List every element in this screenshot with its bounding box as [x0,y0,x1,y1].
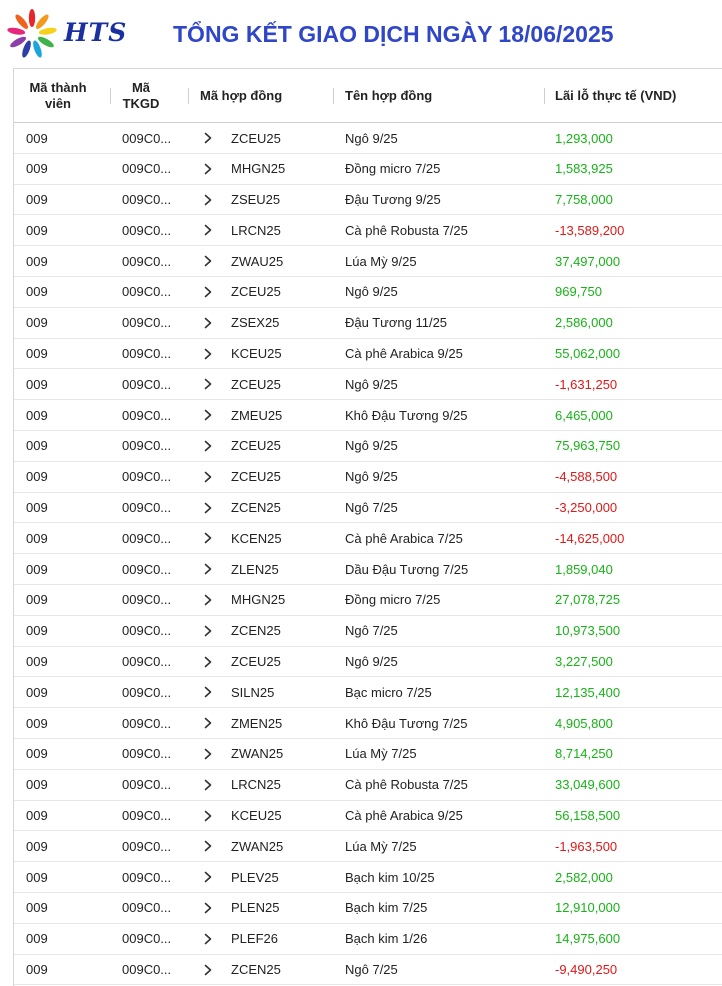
column-header-account[interactable]: Mã TKGD [122,79,160,111]
contract-code: ZWAN25 [231,746,284,762]
account-code: 009C0... [122,715,172,731]
account-code: 009C0... [122,962,172,978]
member-code: 009 [26,654,48,670]
account-code: 009C0... [122,130,172,146]
contract-name: Đồng micro 7/25 [345,161,441,177]
pnl-value: -14,625,000 [555,530,625,546]
contract-name: Bạch kim 7/25 [345,900,428,916]
chevron-right-icon[interactable] [202,409,214,421]
table-row[interactable] [14,493,722,524]
table-row[interactable] [14,647,722,678]
chevron-right-icon[interactable] [202,810,214,822]
table-row[interactable] [14,277,722,308]
member-code: 009 [26,500,48,516]
contract-code: KCEU25 [231,808,282,824]
member-code: 009 [26,469,48,485]
table-body [14,123,722,985]
page-header [0,0,722,68]
chevron-right-icon[interactable] [202,224,214,236]
contract-code: ZCEU25 [231,654,281,670]
pnl-value: -13,589,200 [555,222,625,238]
table-row[interactable] [14,801,722,832]
contract-name: Đậu Tương 9/25 [345,192,441,208]
contract-name: Ngô 9/25 [345,376,398,392]
table-row[interactable] [14,770,722,801]
contract-name: Ngô 9/25 [345,469,398,485]
table-row[interactable] [14,554,722,585]
chevron-right-icon[interactable] [202,194,214,206]
page-title: TỔNG KẾT GIAO DỊCH NGÀY 18/06/2025 [173,21,614,47]
column-separator [188,88,189,104]
contract-name: Bạc micro 7/25 [345,684,432,700]
member-code: 009 [26,284,48,300]
table-row[interactable] [14,154,722,185]
contract-code: PLEV25 [231,869,279,885]
account-code: 009C0... [122,346,172,362]
account-code: 009C0... [122,192,172,208]
pnl-value: 33,049,600 [555,777,621,793]
pnl-value: 10,973,500 [555,623,621,639]
contract-code: ZLEN25 [231,561,279,577]
contract-name: Ngô 7/25 [345,962,398,978]
chevron-right-icon[interactable] [202,779,214,791]
member-code: 009 [26,684,48,700]
hts-logo-icon [6,6,62,62]
chevron-right-icon[interactable] [202,317,214,329]
chevron-right-icon[interactable] [202,286,214,298]
pnl-value: 1,583,925 [555,161,613,177]
pnl-value: -3,250,000 [555,500,618,516]
member-code: 009 [26,407,48,423]
chevron-right-icon[interactable] [202,594,214,606]
pnl-value: 55,062,000 [555,346,621,362]
member-code: 009 [26,222,48,238]
contract-code: ZMEN25 [231,715,283,731]
contract-name: Ngô 7/25 [345,623,398,639]
chevron-right-icon[interactable] [202,964,214,976]
table-row[interactable] [14,462,722,493]
pnl-value: 75,963,750 [555,438,621,454]
contract-name: Cà phê Robusta 7/25 [345,777,468,793]
table-row[interactable] [14,339,722,370]
table-row[interactable] [14,893,722,924]
contract-name: Đồng micro 7/25 [345,592,441,608]
pnl-value: 2,582,000 [555,869,613,885]
contract-code: ZCEU25 [231,376,281,392]
table-row[interactable] [14,308,722,339]
pnl-value: 1,293,000 [555,130,613,146]
contract-code: MHGN25 [231,161,286,177]
pnl-value: 7,758,000 [555,192,613,208]
contract-code: ZCEU25 [231,284,281,300]
member-code: 009 [26,561,48,577]
contract-code: ZWAU25 [231,253,284,269]
contract-code: LRCN25 [231,777,281,793]
table-row[interactable] [14,431,722,462]
member-code: 009 [26,838,48,854]
contract-name: Cà phê Arabica 9/25 [345,346,463,362]
table-row[interactable] [14,831,722,862]
table-row[interactable] [14,616,722,647]
member-code: 009 [26,192,48,208]
column-separator [110,88,111,104]
account-code: 009C0... [122,869,172,885]
chevron-right-icon[interactable] [202,871,214,883]
chevron-right-icon[interactable] [202,255,214,267]
contract-code: PLEN25 [231,900,280,916]
table-row[interactable] [14,123,722,154]
contract-name: Ngô 9/25 [345,130,398,146]
contract-code: ZWAN25 [231,838,284,854]
account-code: 009C0... [122,438,172,454]
table-row[interactable] [14,523,722,554]
table-row[interactable] [14,708,722,739]
member-code: 009 [26,253,48,269]
contract-code: KCEN25 [231,530,282,546]
contract-name: Bạch kim 10/25 [345,869,435,885]
account-code: 009C0... [122,469,172,485]
chevron-right-icon[interactable] [202,686,214,698]
account-code: 009C0... [122,161,172,177]
column-header-contract-code[interactable]: Mã hợp đồng [200,87,283,103]
member-code: 009 [26,777,48,793]
table-row[interactable] [14,185,722,216]
chevron-right-icon[interactable] [202,348,214,360]
contract-name: Lúa Mỳ 9/25 [345,253,417,269]
account-code: 009C0... [122,222,172,238]
chevron-right-icon[interactable] [202,532,214,544]
pnl-value: -9,490,250 [555,962,618,978]
chevron-right-icon[interactable] [202,378,214,390]
contract-name: Dầu Đậu Tương 7/25 [345,561,469,577]
pnl-value: 3,227,500 [555,654,613,670]
table-row[interactable] [14,215,722,246]
pnl-value: 14,975,600 [555,931,621,947]
contract-name: Bạch kim 1/26 [345,931,428,947]
account-code: 009C0... [122,931,172,947]
account-code: 009C0... [122,777,172,793]
contract-code: ZCEN25 [231,623,281,639]
chevron-right-icon[interactable] [202,440,214,452]
pnl-value: -1,963,500 [555,838,618,854]
chevron-right-icon[interactable] [202,656,214,668]
contract-code: MHGN25 [231,592,286,608]
chevron-right-icon[interactable] [202,748,214,760]
column-header-contract-name[interactable]: Tên hợp đồng [345,87,433,103]
account-code: 009C0... [122,376,172,392]
table-row[interactable] [14,369,722,400]
pnl-value: 27,078,725 [555,592,621,608]
chevron-right-icon[interactable] [202,563,214,575]
account-code: 009C0... [122,561,172,577]
account-code: 009C0... [122,900,172,916]
contract-name: Ngô 9/25 [345,438,398,454]
pnl-value: 8,714,250 [555,746,613,762]
logo-text: HTS [64,18,128,47]
contract-name: Lúa Mỳ 7/25 [345,838,417,854]
pnl-value: 6,465,000 [555,407,613,423]
chevron-right-icon[interactable] [202,840,214,852]
contract-code: ZCEU25 [231,469,281,485]
contract-code: SILN25 [231,684,275,700]
table-row[interactable] [14,924,722,955]
contract-code: PLEF26 [231,931,278,947]
chevron-right-icon[interactable] [202,717,214,729]
member-code: 009 [26,315,48,331]
contract-name: Khô Đậu Tương 7/25 [345,715,468,731]
contract-code: ZCEU25 [231,130,281,146]
member-code: 009 [26,746,48,762]
contract-code: ZSEU25 [231,192,281,208]
chevron-right-icon[interactable] [202,163,214,175]
contract-name: Cà phê Arabica 7/25 [345,530,463,546]
contract-code: KCEU25 [231,346,282,362]
account-code: 009C0... [122,623,172,639]
account-code: 009C0... [122,284,172,300]
account-code: 009C0... [122,315,172,331]
account-code: 009C0... [122,500,172,516]
column-header-member[interactable]: Mã thành viên [29,79,87,111]
contract-code: ZCEN25 [231,500,281,516]
pnl-value: 12,910,000 [555,900,621,916]
chevron-right-icon[interactable] [202,502,214,514]
chevron-right-icon[interactable] [202,471,214,483]
contract-name: Ngô 9/25 [345,654,398,670]
column-separator [544,88,545,104]
contract-name: Khô Đậu Tương 9/25 [345,407,468,423]
member-code: 009 [26,808,48,824]
chevron-right-icon[interactable] [202,132,214,144]
pnl-value: 2,586,000 [555,315,613,331]
member-code: 009 [26,900,48,916]
member-code: 009 [26,161,48,177]
pnl-value: -4,588,500 [555,469,618,485]
account-code: 009C0... [122,407,172,423]
account-code: 009C0... [122,253,172,269]
chevron-right-icon[interactable] [202,902,214,914]
contract-code: LRCN25 [231,222,281,238]
table-row[interactable] [14,862,722,893]
pnl-value: -1,631,250 [555,376,618,392]
contract-code: ZCEN25 [231,962,281,978]
table-row[interactable] [14,677,722,708]
pnl-value: 1,859,040 [555,561,613,577]
column-header-pnl[interactable]: Lãi lỗ thực tế (VND) [555,87,677,103]
contract-name: Ngô 9/25 [345,284,398,300]
table-row[interactable] [14,955,722,986]
table-row[interactable] [14,400,722,431]
account-code: 009C0... [122,684,172,700]
member-code: 009 [26,715,48,731]
account-code: 009C0... [122,746,172,762]
contract-name: Cà phê Robusta 7/25 [345,222,468,238]
member-code: 009 [26,592,48,608]
member-code: 009 [26,376,48,392]
member-code: 009 [26,931,48,947]
table-row[interactable] [14,739,722,770]
account-code: 009C0... [122,592,172,608]
account-code: 009C0... [122,530,172,546]
pnl-value: 969,750 [555,284,602,300]
member-code: 009 [26,346,48,362]
account-code: 009C0... [122,838,172,854]
pnl-value: 12,135,400 [555,684,621,700]
contract-name: Lúa Mỳ 7/25 [345,746,417,762]
table-header [14,69,722,123]
chevron-right-icon[interactable] [202,933,214,945]
member-code: 009 [26,623,48,639]
contract-name: Cà phê Arabica 9/25 [345,808,463,824]
member-code: 009 [26,530,48,546]
pnl-value: 56,158,500 [555,808,621,824]
contract-name: Đậu Tương 11/25 [345,315,448,331]
member-code: 009 [26,438,48,454]
member-code: 009 [26,962,48,978]
account-code: 009C0... [122,654,172,670]
contract-name: Ngô 7/25 [345,500,398,516]
contract-code: ZSEX25 [231,315,280,331]
chevron-right-icon[interactable] [202,625,214,637]
column-separator [333,88,334,104]
table-row[interactable] [14,585,722,616]
member-code: 009 [26,869,48,885]
contract-code: ZCEU25 [231,438,281,454]
account-code: 009C0... [122,808,172,824]
member-code: 009 [26,130,48,146]
pnl-value: 4,905,800 [555,715,613,731]
table-row[interactable] [14,246,722,277]
trade-summary-table [13,68,722,986]
contract-code: ZMEU25 [231,407,283,423]
pnl-value: 37,497,000 [555,253,621,269]
